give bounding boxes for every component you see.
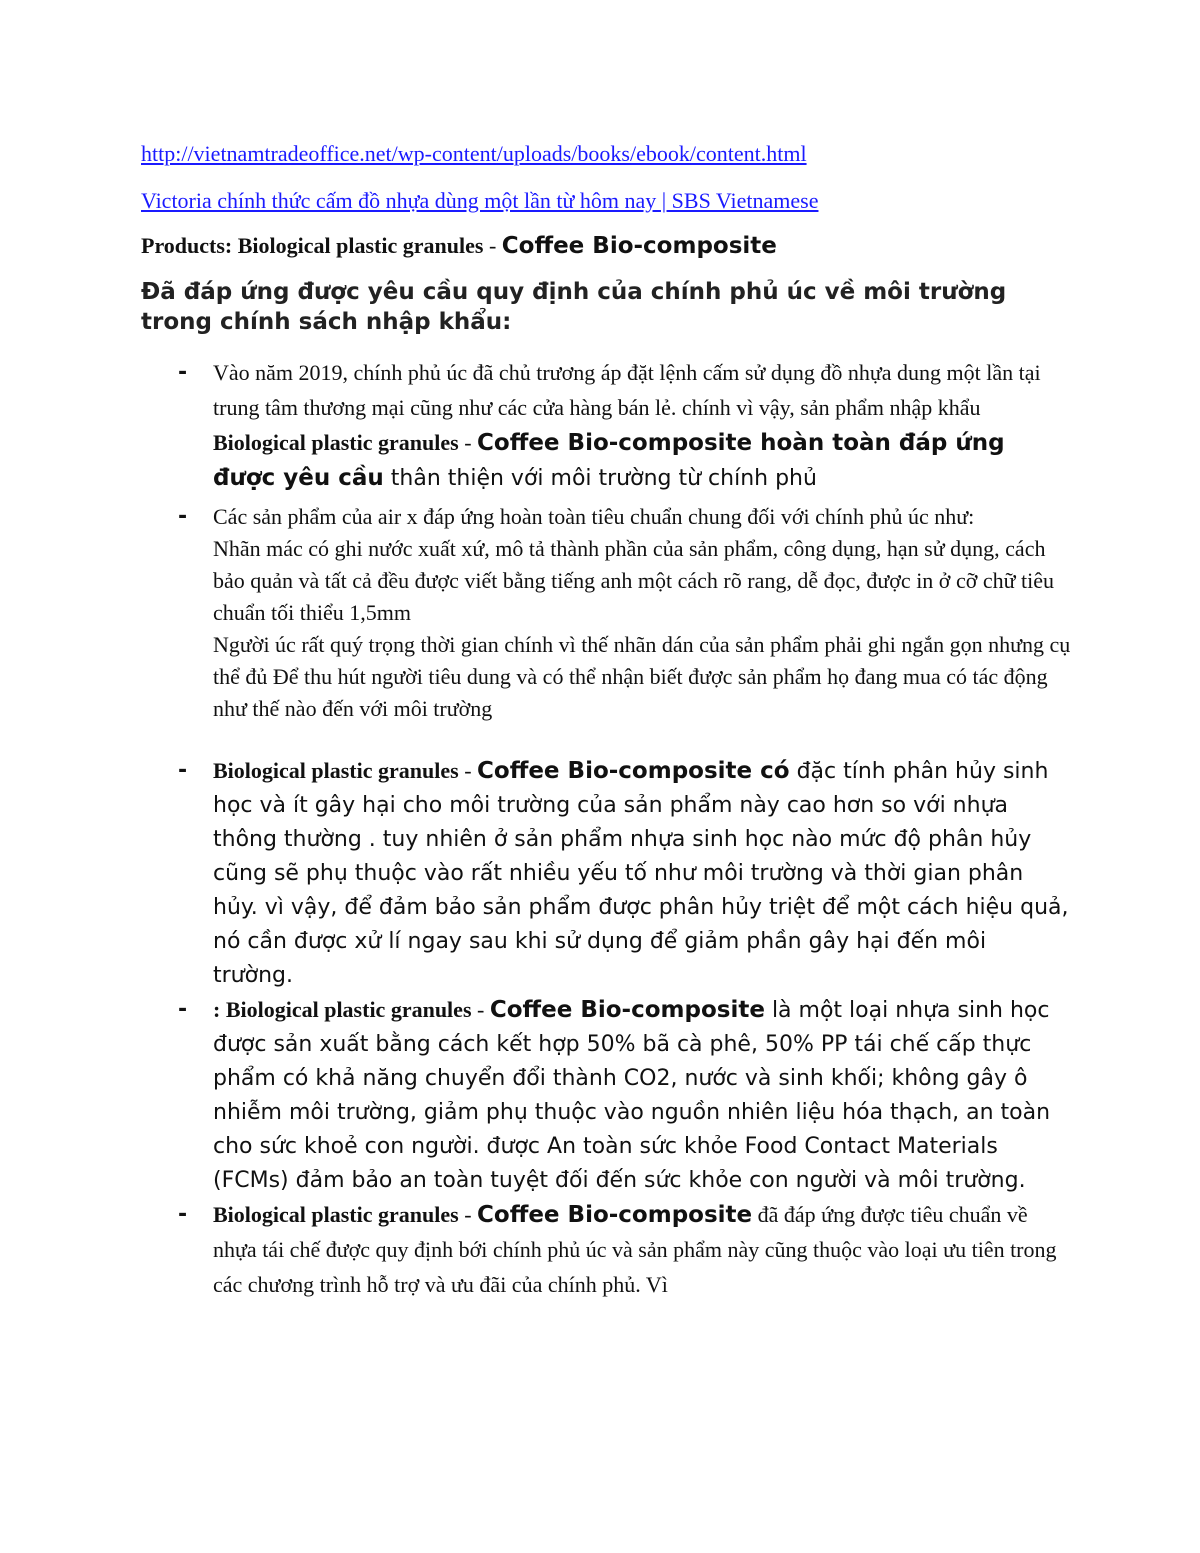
- bullet-tail: thân thiện với môi trường từ chính phủ: [383, 466, 817, 491]
- products-label: Products: Biological plastic granules: [141, 233, 484, 258]
- bullet-bold-serif: Biological plastic granules: [213, 1202, 459, 1227]
- bullet-dash: -: [178, 758, 188, 783]
- bullet-dash: -: [178, 997, 188, 1022]
- sbs-article-link[interactable]: Victoria chính thức cấm đồ nhựa dùng một lần từ hôm nay | SBS Vietnamese: [141, 188, 819, 213]
- list-item: [141, 994, 1071, 1199]
- list-item: [141, 501, 1071, 725]
- bullet-separator: -: [458, 430, 478, 455]
- bullet-bold-serif: : Biological plastic granules: [213, 997, 472, 1022]
- bullet-tail: đặc tính phân hủy sinh học và ít gây hại cho môi trường của sản phẩm này cao hơn so với nhựa thông thường . tuy nhiên ở sản phẩm nhựa sinh học nào mức độ phân hủy cũng sẽ phụ thuộc vào rất nhiều yếu tố như môi trường và thời gian phân hủy. vì vậy, để đảm bảo sản phẩm được phân hủy triệt để một cách hiệu quả, nó cần được xử lí ngay sau khi sử dụng để giảm phần gây hại đến môi trường.: [213, 759, 1069, 988]
- bullet-dash: -: [178, 504, 188, 529]
- bullet-tail: là một loại nhựa sinh học được sản xuất bằng cách kết hợp 50% bã cà phê, 50% PP tái chế cấp thực phẩm có khả năng chuyển đổi thành CO2, nước và sinh khối; không gây ô nhiễm môi trường, giảm phụ thuộc vào nguồn nhiên liệu hóa thạch, an toàn cho sức khoẻ con người. được An toàn sức khỏe Food Contact Materials (FCMs) đảm bảo an toàn tuyệt đối đến sức khỏe con người và môi trường.: [213, 998, 1051, 1193]
- section-heading: Đã đáp ứng được yêu cầu quy định của chính phủ úc về môi trường trong chính sách nhập khẩu:: [141, 279, 1007, 335]
- list-item: [141, 357, 1071, 497]
- bullet-paragraph: Các sản phẩm của air x đáp ứng hoàn toàn tiêu chuẩn chung đối với chính phủ úc như:: [213, 504, 975, 529]
- bullet-bold-sans: Coffee Bio-composite: [489, 997, 765, 1023]
- bullet-bold-serif: Biological plastic granules: [213, 758, 459, 783]
- products-name: Coffee Bio-composite: [501, 233, 777, 259]
- list-item: [141, 755, 1071, 994]
- bullet-bold-sans: Coffee Bio-composite: [477, 1202, 753, 1228]
- bullet-bold-sans: Coffee Bio-composite có: [477, 758, 790, 784]
- bullet-separator: -: [458, 758, 478, 783]
- bullet-separator: -: [471, 997, 490, 1022]
- source-url-link[interactable]: http://vietnamtradeoffice.net/wp-content/uploads/books/ebook/content.html: [141, 141, 807, 166]
- list-item: [141, 1199, 1071, 1304]
- bullet-paragraph: Nhãn mác có ghi nước xuất xứ, mô tả thành phần của sản phẩm, công dụng, hạn sử dụng, cách bảo quản và tất cả đều được viết bằng tiếng anh một cách rõ rang, dễ đọc, được in ở cỡ chữ tiêu chuẩn tối thiểu 1,5mm: [213, 536, 1055, 625]
- bullet-list: [141, 357, 1071, 1304]
- bullet-bold-serif: Biological plastic granules: [213, 430, 459, 455]
- bullet-tail: đã đáp ứng được tiêu chuẩn về nhựa tái chế được quy định bới chính phủ úc và sản phẩm này cũng thuộc vào loại ưu tiên trong các chương trình hỗ trợ và ưu đãi của chính phủ. Vì: [213, 1202, 1057, 1297]
- bullet-paragraph: Người úc rất quý trọng thời gian chính vì thế nhãn dán của sản phẩm phải ghi ngắn gọn nhưng cụ thể đủ Để thu hút người tiêu dung và có thể nhận biết được sản phẩm họ đang mua có tác động như thế nào đến với môi trường: [213, 632, 1071, 721]
- bullet-text: Vào năm 2019, chính phủ úc đã chủ trương áp đặt lệnh cấm sử dụng đồ nhựa dung một lần tại trung tâm thương mại cũng như các cửa hàng bán lẻ. chính vì vậy, sản phẩm nhập khẩu: [213, 360, 1041, 420]
- bullet-dash: -: [178, 1202, 188, 1227]
- bullet-bold-sans: Coffee Bio-composite hoàn toàn đáp ứng được yêu cầu: [213, 430, 1005, 491]
- bullet-separator: -: [458, 1202, 478, 1227]
- products-separator: -: [483, 233, 502, 258]
- blank-line: [141, 725, 1071, 755]
- bullet-dash: -: [178, 360, 188, 385]
- document-page: [141, 138, 1071, 1304]
- products-line: [141, 229, 1071, 263]
